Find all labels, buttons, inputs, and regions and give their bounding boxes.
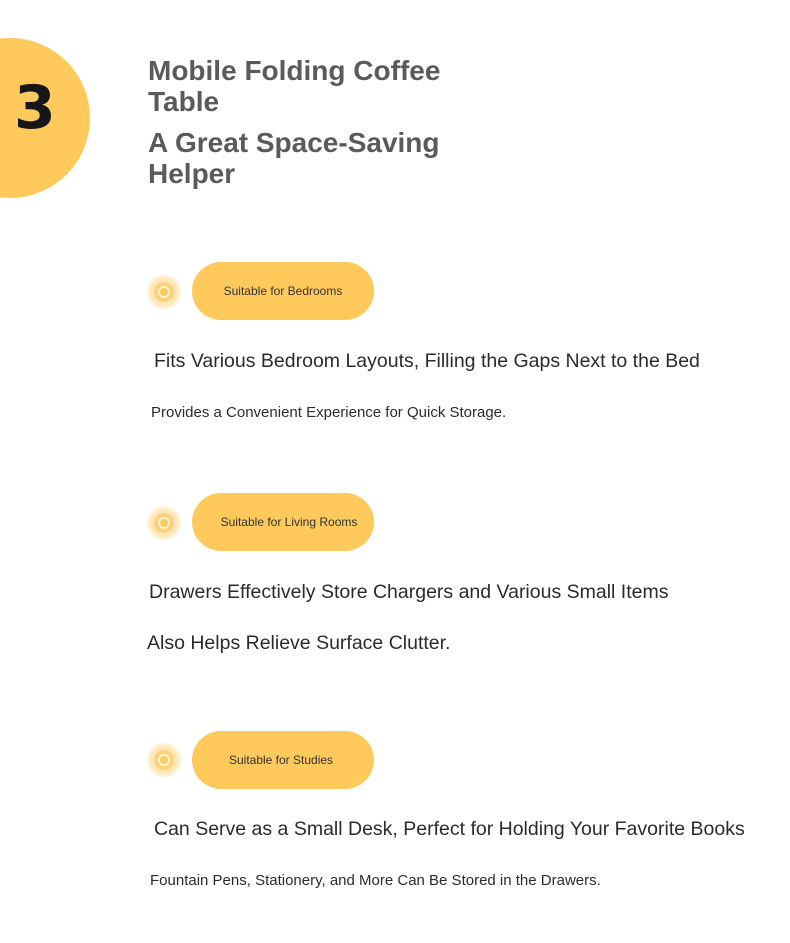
feature-detail-bedrooms: Provides a Convenient Experience for Quick Storage. bbox=[151, 404, 507, 421]
bullet-dot-icon bbox=[147, 506, 181, 540]
feature-detail-living-rooms: Also Helps Relieve Surface Clutter. bbox=[147, 632, 451, 654]
tag-bedrooms: Suitable for Bedrooms bbox=[192, 262, 374, 320]
badge-number: 3 bbox=[14, 73, 56, 143]
bullet-dot-icon bbox=[147, 743, 181, 777]
page-title bbox=[148, 55, 478, 189]
feature-heading-studies: Can Serve as a Small Desk, Perfect for Holding Your Favorite Books bbox=[154, 818, 745, 840]
bullet-dot-icon bbox=[147, 275, 181, 309]
title-line-2: A Great Space-Saving Helper bbox=[148, 127, 440, 189]
tag-living-rooms: Suitable for Living Rooms bbox=[192, 493, 374, 551]
tag-studies: Suitable for Studies bbox=[192, 731, 374, 789]
feature-heading-living-rooms: Drawers Effectively Store Chargers and Various Small Items bbox=[149, 581, 669, 603]
feature-heading-bedrooms: Fits Various Bedroom Layouts, Filling the Gaps Next to the Bed bbox=[154, 350, 700, 372]
feature-detail-studies: Fountain Pens, Stationery, and More Can Be Stored in the Drawers. bbox=[150, 872, 601, 889]
title-line-1: Mobile Folding Coffee Table bbox=[148, 55, 441, 117]
